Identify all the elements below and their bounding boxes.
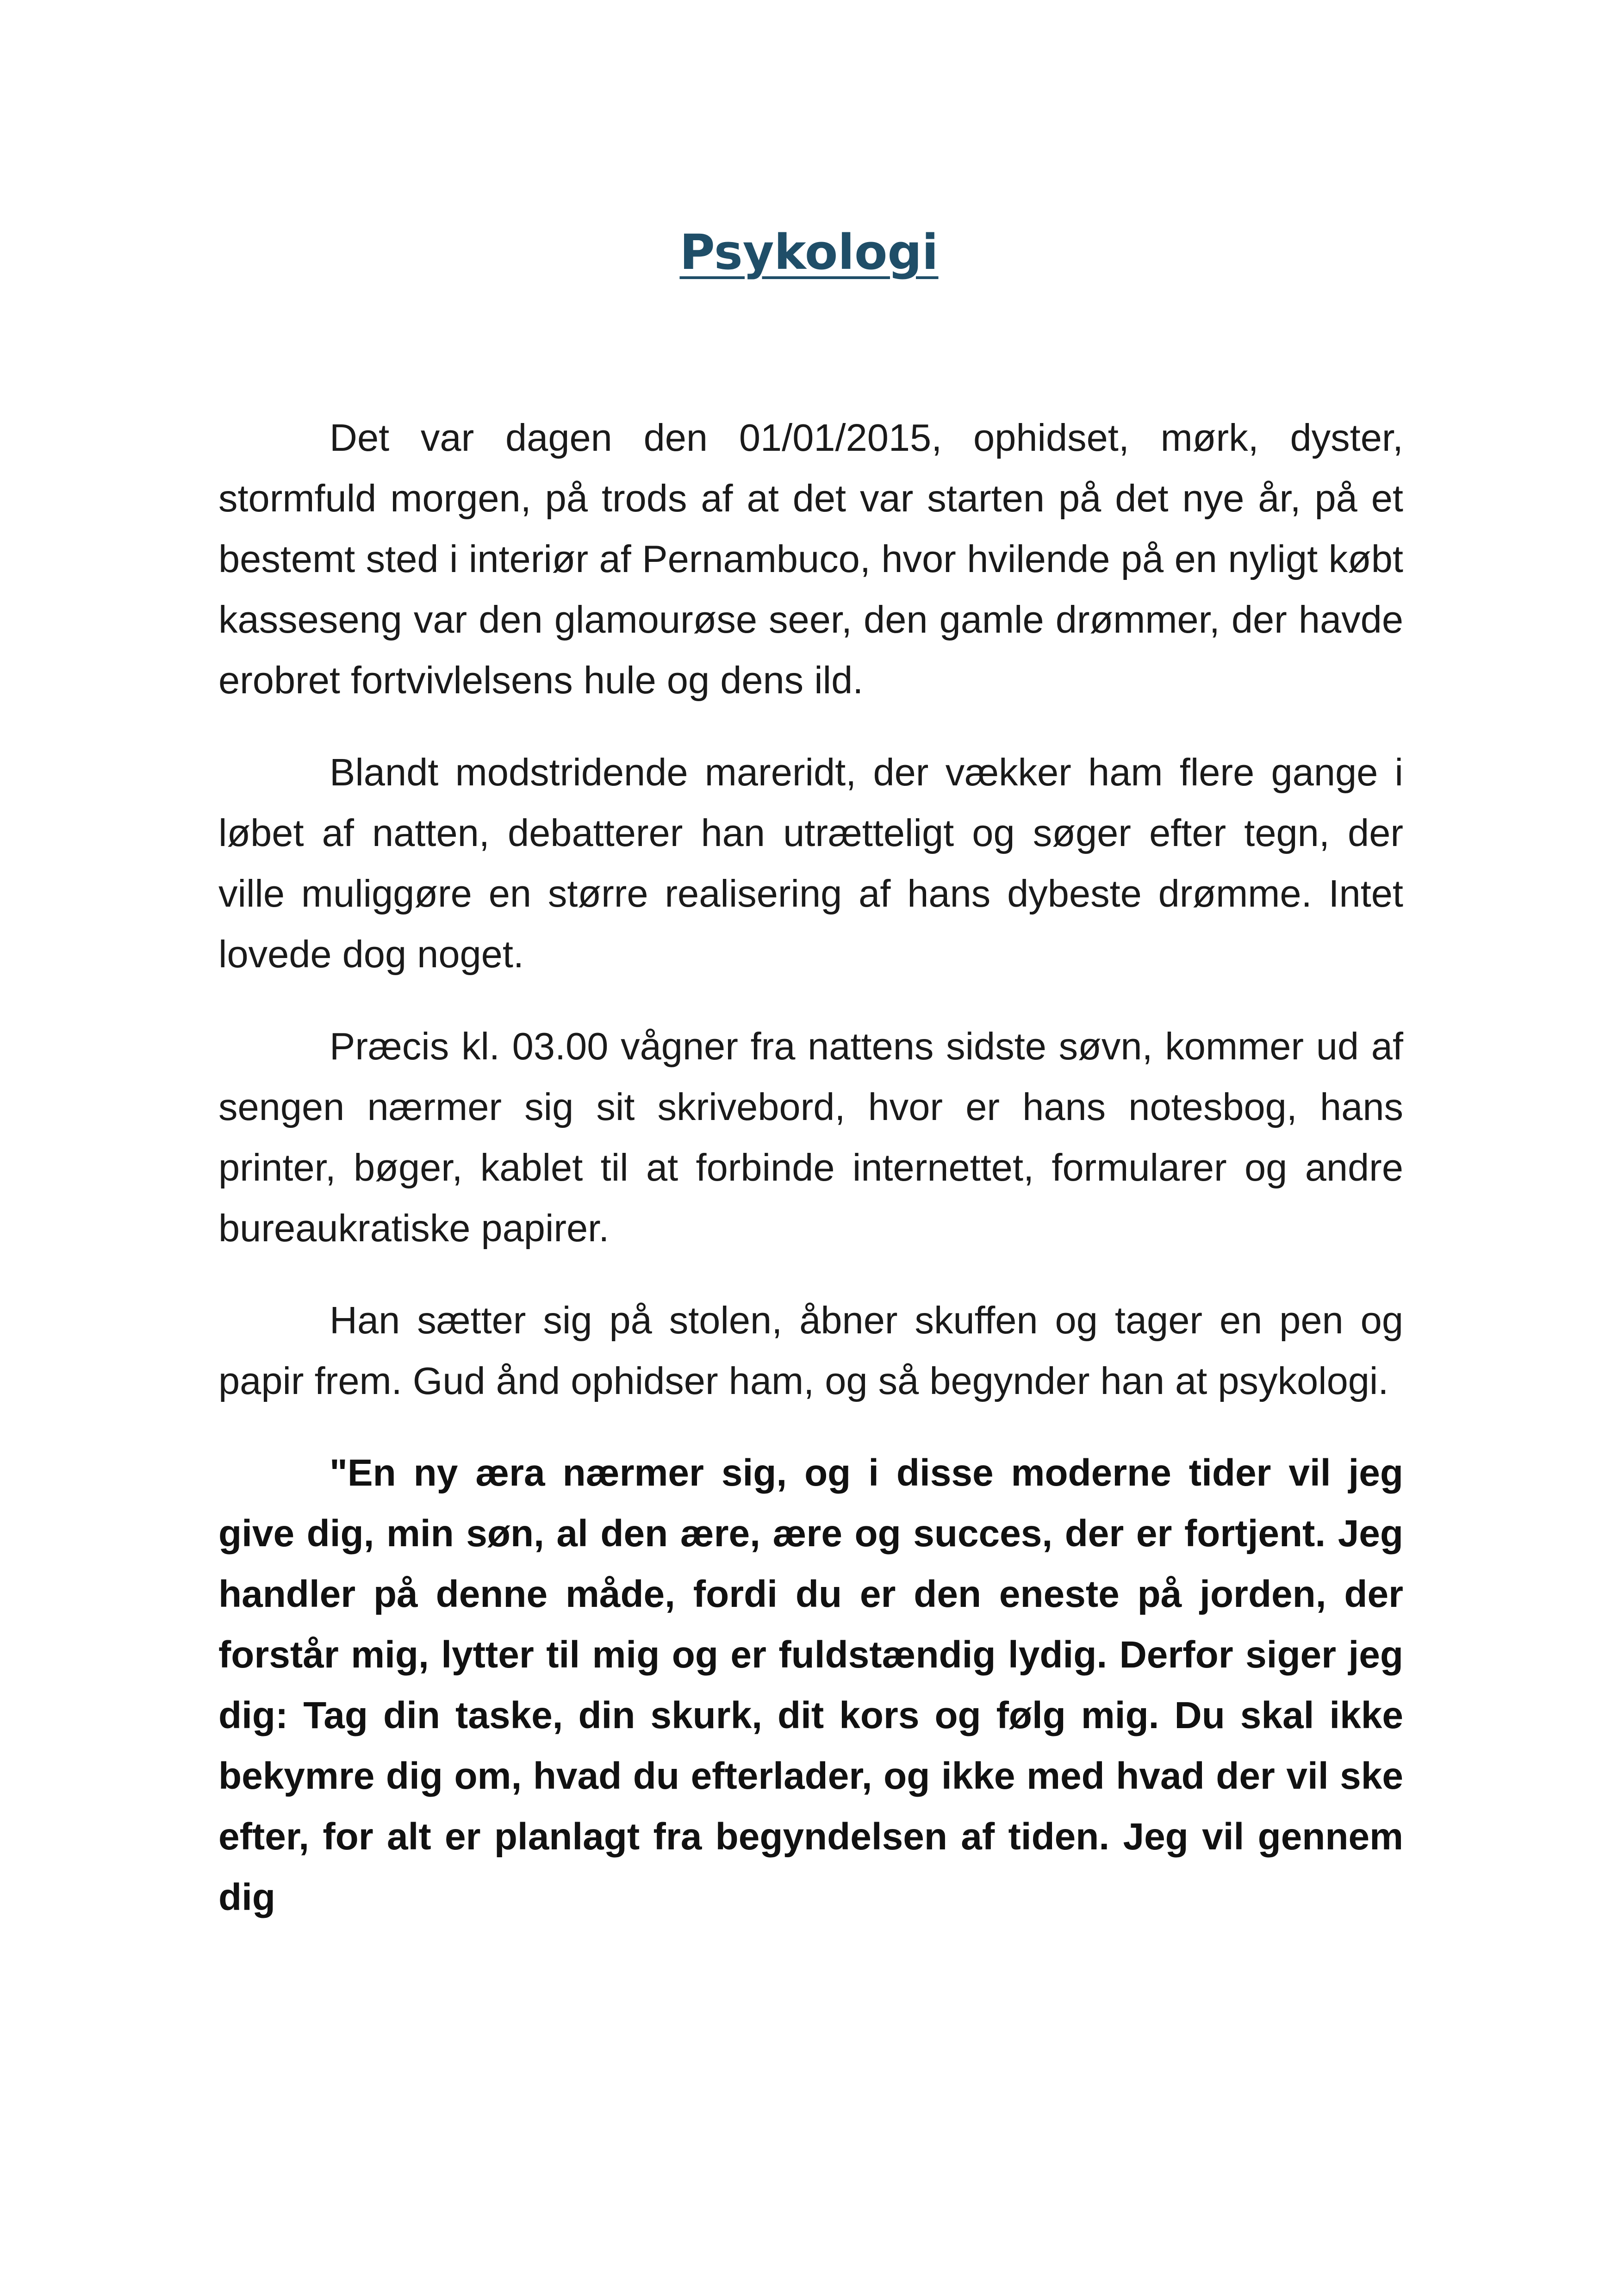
paragraph-5-quote: "En ny æra nærmer sig, og i disse moderne tider vil jeg give dig, min søn, al den ære, ære og succes, der er fortjent. Jeg handler på denne måde, fordi du er den eneste på jorden, der forstår mig, lytter til mig og er fuldstændig lydig. Derfor siger jeg dig: Tag din taske, din skurk, dit kors og følg mig. Du skal ikke bekymre dig om, hvad du efterlader, og ikke med hvad der vil ske efter, for alt er planlagt fra begyndelsen af tiden. Jeg vil gennem dig xyxy=(218,1452,1403,1918)
paragraph-4: Han sætter sig på stolen, åbner skuffen og tager en pen og papir frem. Gud ånd ophidser ham, og så begynder han at psykologi. xyxy=(218,1299,1403,1402)
paragraph-3: Præcis kl. 03.00 vågner fra nattens sidste søvn, kommer ud af sengen nærmer sig sit skrivebord, hvor er hans notesbog, hans printer, bøger, kablet til at forbinde internettet, formularer og andre bureaukratiske papirer. xyxy=(218,1025,1403,1250)
document-body xyxy=(218,407,1403,1959)
page-title: Psykologi xyxy=(679,224,939,280)
paragraph-1: Det var dagen den 01/01/2015, ophidset, mørk, dyster, stormfuld morgen, på trods af at det var starten på det nye år, på et bestemt sted i interiør af Pernambuco, hvor hvilende på en nyligt købt kasseseng var den glamourøse seer, den gamle drømmer, der havde erobret fortvivlelsens hule og dens ild. xyxy=(218,416,1403,702)
paragraph-2: Blandt modstridende mareridt, der vækker ham flere gange i løbet af natten, debatterer han utrætteligt og søger efter tegn, der ville muliggøre en større realisering af hans dybeste drømme. Intet lovede dog noget. xyxy=(218,751,1403,976)
